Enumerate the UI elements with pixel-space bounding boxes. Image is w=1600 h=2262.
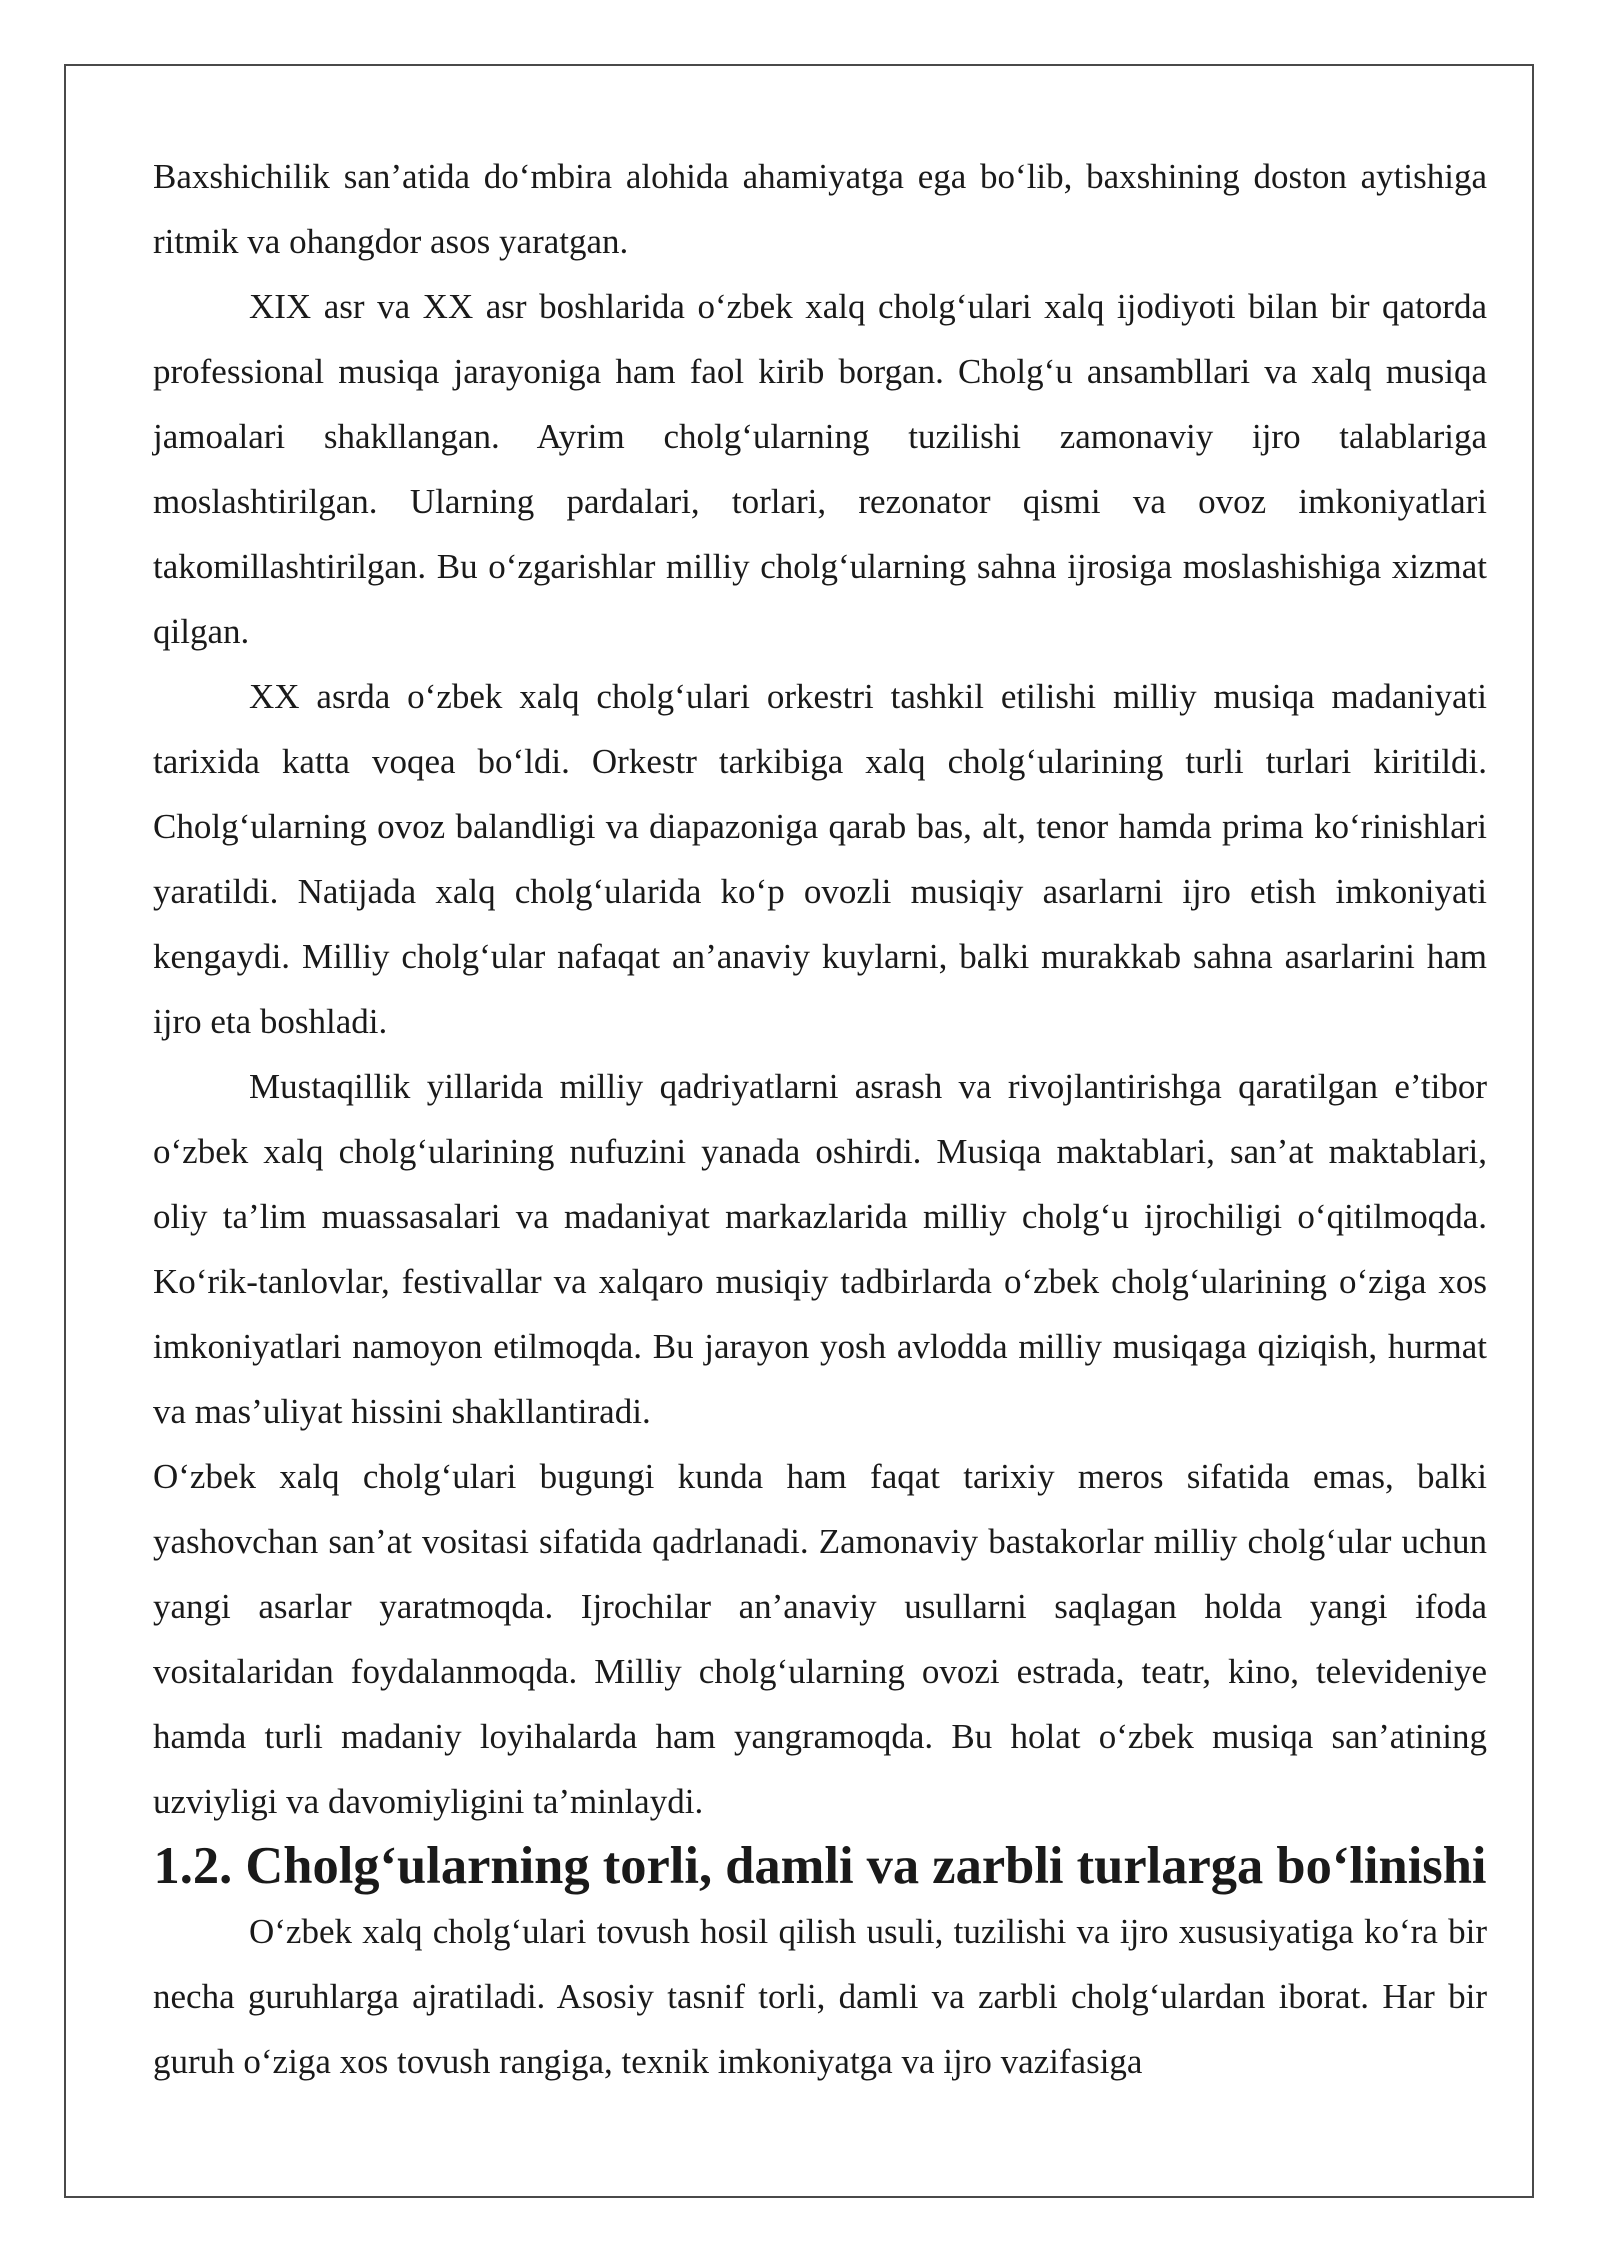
paragraph-xix-century: XIX asr va XX asr boshlarida o‘zbek xalq cholg‘ulari xalq ijodiyoti bilan bir qatorda professional musiqa jarayoniga ham faol kirib borgan. Cholg‘u ansambllari va xalq musiqa jamoalari shakllangan. Ayrim cholg‘ularning tuzilishi zamonaviy ijro talablariga moslashtirilgan. Ularning pardalari, torlari, rezonator qismi va ovoz imkoniyatlari takomillashtirilgan. Bu o‘zgarishlar milliy cholg‘ularning sahna ijrosiga moslashishiga xizmat qilgan.: [153, 287, 1487, 651]
paragraph-modern-day: O‘zbek xalq cholg‘ulari bugungi kunda ham faqat tarixiy meros sifatida emas, balki yashovchan san’at vositasi sifatida qadrlanadi. Zamonaviy bastakorlar milliy cholg‘ular uchun yangi asarlar yaratmoqda. Ijrochilar an’anaviy usullarni saqlagan holda yangi ifoda vositalaridan foydalanmoqda. Milliy cholg‘ularning ovozi estrada, teatr, kino, televideniye hamda turli madaniy loyihalarda ham yangramoqda. Bu holat o‘zbek musiqa san’atining uzviyligi va davomiyligini ta’minlaydi.: [153, 1457, 1487, 1821]
paragraph-independence: Mustaqillik yillarida milliy qadriyatlarni asrash va rivojlantirishga qaratilgan e’tibor o‘zbek xalq cholg‘ularining nufuzini yanada oshirdi. Musiqa maktablari, san’at maktablari, oliy ta’lim muassasalari va madaniyat markazlarida milliy cholg‘u ijrochiligi o‘qitilmoqda. Ko‘rik-tanlovlar, festivallar va xalqaro musiqiy tadbirlarda o‘zbek cholg‘ularining o‘ziga xos imkoniyatlari namoyon etilmoqda. Bu jarayon yosh avlodda milliy musiqaga qiziqish, hurmat va mas’uliyat hissini shakllantiradi.: [153, 1067, 1487, 1431]
section-heading: 1.2. Cholg‘ularning torli, damli va zarbli turlarga bo‘linishi: [153, 1837, 1487, 1895]
paragraph-dombira: Baxshichilik san’atida do‘mbira alohida ahamiyatga ega bo‘lib, baxshining doston aytishiga ritmik va ohangdor asos yaratgan.: [153, 157, 1487, 261]
document-body: [153, 144, 1487, 2094]
paragraph-classification: O‘zbek xalq cholg‘ulari tovush hosil qilish usuli, tuzilishi va ijro xususiyatiga ko‘ra bir necha guruhlarga ajratiladi. Asosiy tasnif torli, damli va zarbli cholg‘ulardan iborat. Har bir guruh o‘ziga xos tovush rangiga, texnik imkoniyatga va ijro vazifasiga: [153, 1912, 1487, 2081]
paragraph-orchestra: XX asrda o‘zbek xalq cholg‘ulari orkestri tashkil etilishi milliy musiqa madaniyati tarixida katta voqea bo‘ldi. Orkestr tarkibiga xalq cholg‘ularining turli turlari kiritildi. Cholg‘ularning ovoz balandligi va diapazoniga qarab bas, alt, tenor hamda prima ko‘rinishlari yaratildi. Natijada xalq cholg‘ularida ko‘p ovozli musiqiy asarlarni ijro etish imkoniyati kengaydi. Milliy cholg‘ular nafaqat an’anaviy kuylarni, balki murakkab sahna asarlarini ham ijro eta boshladi.: [153, 677, 1487, 1041]
